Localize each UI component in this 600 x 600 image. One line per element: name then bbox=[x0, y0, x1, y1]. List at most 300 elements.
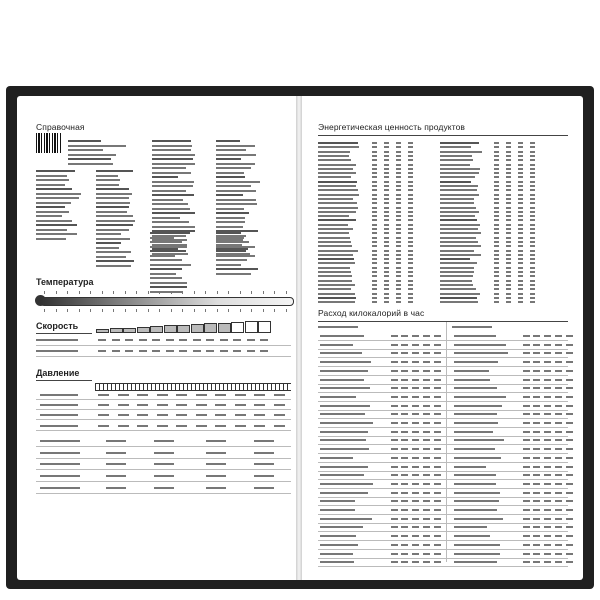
value-line bbox=[391, 561, 398, 563]
value-line bbox=[434, 492, 441, 494]
text-line bbox=[216, 208, 244, 210]
value-line bbox=[408, 181, 413, 183]
value-line bbox=[391, 553, 398, 555]
activity-line bbox=[320, 518, 372, 520]
speed-bar bbox=[96, 329, 109, 333]
row-divider bbox=[36, 469, 291, 470]
value-line bbox=[533, 492, 540, 494]
value-line bbox=[396, 297, 401, 299]
value-line bbox=[530, 224, 535, 226]
value-line bbox=[408, 151, 413, 153]
text-line bbox=[152, 181, 194, 183]
thermometer-tick bbox=[67, 309, 68, 312]
product-line bbox=[318, 280, 352, 282]
thermometer-tick bbox=[286, 309, 287, 312]
calories-title-rule bbox=[318, 321, 568, 322]
value-line bbox=[423, 553, 430, 555]
value-line bbox=[401, 483, 408, 485]
value-line bbox=[401, 431, 408, 433]
text-line bbox=[216, 199, 256, 201]
text-line bbox=[216, 264, 241, 266]
value-line bbox=[530, 288, 535, 290]
value-line bbox=[544, 466, 551, 468]
value-line bbox=[530, 146, 535, 148]
thermometer-tick bbox=[113, 291, 114, 294]
value-line bbox=[494, 271, 499, 273]
row-value-line bbox=[179, 339, 187, 341]
text-line bbox=[96, 238, 130, 240]
row-value-line bbox=[274, 425, 285, 427]
product-line bbox=[440, 194, 479, 196]
pressure-title: Давление bbox=[36, 368, 80, 378]
value-line bbox=[506, 211, 511, 213]
value-line bbox=[506, 280, 511, 282]
thermometer-tick bbox=[251, 309, 252, 312]
activity-line bbox=[454, 352, 508, 354]
value-line bbox=[434, 509, 441, 511]
value-line bbox=[396, 211, 401, 213]
value-line bbox=[506, 219, 511, 221]
row-divider bbox=[318, 357, 568, 358]
text-line bbox=[216, 140, 240, 142]
value-line bbox=[408, 219, 413, 221]
value-line bbox=[518, 159, 523, 161]
value-line bbox=[494, 194, 499, 196]
thermometer-tick bbox=[217, 291, 218, 294]
product-line bbox=[440, 211, 479, 213]
text-line bbox=[150, 246, 187, 248]
value-line bbox=[523, 370, 530, 372]
activity-line bbox=[320, 422, 373, 424]
text-line bbox=[68, 154, 116, 156]
value-line bbox=[401, 396, 408, 398]
row-divider bbox=[318, 375, 568, 376]
value-line bbox=[494, 275, 499, 277]
value-line bbox=[384, 224, 389, 226]
text-line bbox=[216, 163, 255, 165]
value-line bbox=[372, 198, 377, 200]
value-line bbox=[494, 280, 499, 282]
value-line bbox=[412, 370, 419, 372]
product-line bbox=[440, 224, 480, 226]
thermometer-tick bbox=[125, 309, 126, 312]
product-line bbox=[440, 215, 475, 217]
row-value-line bbox=[106, 452, 126, 454]
activity-line bbox=[454, 361, 498, 363]
value-line bbox=[391, 379, 398, 381]
product-line bbox=[440, 237, 476, 239]
row-divider bbox=[318, 531, 568, 532]
value-line bbox=[566, 544, 573, 546]
value-line bbox=[533, 553, 540, 555]
activity-line bbox=[454, 474, 496, 476]
value-line bbox=[506, 228, 511, 230]
value-line bbox=[401, 352, 408, 354]
thermometer-tick bbox=[79, 309, 80, 312]
row-value-line bbox=[176, 414, 187, 416]
row-value-line bbox=[154, 440, 174, 442]
activity-line bbox=[320, 474, 364, 476]
value-line bbox=[372, 219, 377, 221]
thermometer-tick bbox=[286, 291, 287, 294]
value-line bbox=[518, 275, 523, 277]
value-line bbox=[396, 142, 401, 144]
value-line bbox=[384, 284, 389, 286]
text-line bbox=[216, 172, 244, 174]
value-line bbox=[391, 439, 398, 441]
product-line bbox=[318, 146, 359, 148]
pressure-ruler bbox=[95, 383, 291, 391]
value-line bbox=[412, 344, 419, 346]
value-line bbox=[544, 352, 551, 354]
value-line bbox=[396, 202, 401, 204]
value-line bbox=[372, 207, 377, 209]
energy-title: Энергетическая ценность продуктов bbox=[318, 122, 466, 132]
product-line bbox=[440, 241, 478, 243]
value-line bbox=[384, 168, 389, 170]
value-line bbox=[396, 293, 401, 295]
text-line bbox=[216, 194, 243, 196]
value-line bbox=[530, 194, 535, 196]
value-line bbox=[412, 553, 419, 555]
product-line bbox=[440, 164, 470, 166]
value-line bbox=[372, 254, 377, 256]
row-divider bbox=[318, 392, 568, 393]
temperature-title: Температура bbox=[36, 277, 94, 287]
value-line bbox=[401, 561, 408, 563]
value-line bbox=[401, 387, 408, 389]
row-value-line bbox=[206, 339, 214, 341]
value-line bbox=[523, 535, 530, 537]
product-line bbox=[318, 262, 355, 264]
text-line bbox=[36, 238, 66, 240]
thermometer-tick bbox=[228, 309, 229, 312]
value-line bbox=[391, 448, 398, 450]
value-line bbox=[412, 457, 419, 459]
text-line bbox=[68, 149, 103, 151]
text-line bbox=[150, 259, 182, 261]
value-line bbox=[412, 387, 419, 389]
value-line bbox=[372, 241, 377, 243]
product-line bbox=[318, 224, 348, 226]
value-line bbox=[401, 344, 408, 346]
value-line bbox=[372, 271, 377, 273]
value-line bbox=[533, 335, 540, 337]
value-line bbox=[518, 267, 523, 269]
row-value-line bbox=[106, 475, 126, 477]
value-line bbox=[391, 352, 398, 354]
activity-line bbox=[320, 335, 364, 337]
row-label-line bbox=[36, 339, 78, 341]
value-line bbox=[391, 518, 398, 520]
value-line bbox=[372, 164, 377, 166]
value-line bbox=[372, 245, 377, 247]
value-line bbox=[408, 237, 413, 239]
text-line bbox=[152, 226, 195, 228]
value-line bbox=[494, 159, 499, 161]
value-line bbox=[518, 189, 523, 191]
text-line bbox=[96, 251, 131, 253]
row-value-line bbox=[166, 339, 174, 341]
activity-line bbox=[454, 483, 496, 485]
text-line bbox=[216, 241, 249, 243]
value-line bbox=[408, 271, 413, 273]
text-line bbox=[152, 158, 193, 160]
value-line bbox=[555, 553, 562, 555]
value-line bbox=[506, 194, 511, 196]
value-line bbox=[506, 164, 511, 166]
thermometer-tick bbox=[228, 291, 229, 294]
product-line bbox=[318, 267, 350, 269]
activity-line bbox=[320, 431, 368, 433]
value-line bbox=[494, 232, 499, 234]
text-line bbox=[152, 154, 195, 156]
product-line bbox=[318, 215, 349, 217]
text-line bbox=[150, 250, 186, 252]
value-line bbox=[384, 228, 389, 230]
value-line bbox=[555, 387, 562, 389]
value-line bbox=[408, 224, 413, 226]
value-line bbox=[530, 142, 535, 144]
text-line bbox=[96, 229, 129, 231]
product-line bbox=[318, 275, 352, 277]
column-divider bbox=[446, 322, 447, 562]
text-line bbox=[36, 188, 72, 190]
value-line bbox=[494, 284, 499, 286]
value-line bbox=[396, 301, 401, 303]
activity-line bbox=[320, 379, 364, 381]
value-line bbox=[494, 245, 499, 247]
speed-bar bbox=[177, 325, 190, 333]
value-line bbox=[423, 518, 430, 520]
speed-bar bbox=[258, 321, 271, 333]
value-line bbox=[396, 168, 401, 170]
row-divider bbox=[318, 366, 568, 367]
value-line bbox=[372, 181, 377, 183]
row-label-line bbox=[40, 463, 80, 465]
value-line bbox=[412, 439, 419, 441]
activity-line bbox=[454, 370, 489, 372]
value-line bbox=[544, 361, 551, 363]
text-line bbox=[36, 233, 77, 235]
row-value-line bbox=[206, 452, 226, 454]
value-line bbox=[391, 466, 398, 468]
product-line bbox=[440, 301, 478, 303]
value-line bbox=[408, 172, 413, 174]
value-line bbox=[401, 526, 408, 528]
value-line bbox=[396, 232, 401, 234]
text-line bbox=[36, 170, 75, 172]
product-line bbox=[318, 202, 357, 204]
product-line bbox=[440, 262, 477, 264]
value-line bbox=[401, 439, 408, 441]
row-value-line bbox=[235, 404, 246, 406]
value-line bbox=[533, 431, 540, 433]
text-line bbox=[36, 175, 67, 177]
text-line bbox=[216, 158, 241, 160]
value-line bbox=[401, 474, 408, 476]
value-line bbox=[384, 262, 389, 264]
value-line bbox=[555, 509, 562, 511]
value-line bbox=[412, 492, 419, 494]
value-line bbox=[396, 224, 401, 226]
row-value-line bbox=[152, 339, 160, 341]
value-line bbox=[408, 194, 413, 196]
value-line bbox=[533, 439, 540, 441]
value-line bbox=[412, 466, 419, 468]
text-line bbox=[216, 273, 251, 275]
value-line bbox=[384, 245, 389, 247]
row-label-line bbox=[40, 404, 78, 406]
row-value-line bbox=[125, 339, 133, 341]
value-line bbox=[506, 172, 511, 174]
row-value-line bbox=[233, 339, 241, 341]
product-line bbox=[440, 288, 476, 290]
product-line bbox=[318, 155, 349, 157]
value-line bbox=[408, 146, 413, 148]
value-line bbox=[530, 159, 535, 161]
value-line bbox=[518, 142, 523, 144]
value-line bbox=[408, 228, 413, 230]
product-line bbox=[318, 293, 355, 295]
value-line bbox=[523, 466, 530, 468]
value-line bbox=[384, 151, 389, 153]
value-line bbox=[396, 245, 401, 247]
row-value-line bbox=[193, 339, 201, 341]
value-line bbox=[384, 172, 389, 174]
value-line bbox=[412, 352, 419, 354]
value-line bbox=[408, 142, 413, 144]
value-line bbox=[494, 155, 499, 157]
value-line bbox=[506, 176, 511, 178]
product-line bbox=[318, 284, 355, 286]
row-divider bbox=[318, 558, 568, 559]
value-line bbox=[530, 232, 535, 234]
value-line bbox=[566, 509, 573, 511]
activity-line bbox=[320, 352, 362, 354]
value-line bbox=[566, 431, 573, 433]
row-value-line bbox=[98, 414, 109, 416]
thermometer-tick bbox=[205, 309, 206, 312]
product-line bbox=[440, 198, 474, 200]
row-value-line bbox=[196, 414, 207, 416]
value-line bbox=[408, 211, 413, 213]
value-line bbox=[434, 500, 441, 502]
text-line bbox=[96, 211, 127, 213]
value-line bbox=[372, 293, 377, 295]
value-line bbox=[423, 492, 430, 494]
value-line bbox=[518, 146, 523, 148]
product-line bbox=[318, 237, 350, 239]
value-line bbox=[506, 267, 511, 269]
value-line bbox=[434, 439, 441, 441]
value-line bbox=[396, 284, 401, 286]
thermometer-tick bbox=[148, 291, 149, 294]
product-line bbox=[318, 176, 351, 178]
row-value-line bbox=[176, 394, 187, 396]
value-line bbox=[506, 232, 511, 234]
value-line bbox=[530, 176, 535, 178]
value-line bbox=[384, 288, 389, 290]
text-line bbox=[36, 220, 72, 222]
value-line bbox=[408, 202, 413, 204]
product-line bbox=[440, 228, 478, 230]
value-line bbox=[372, 228, 377, 230]
speed-bar bbox=[204, 323, 217, 333]
text-line bbox=[68, 158, 111, 160]
text-line bbox=[216, 232, 241, 234]
value-line bbox=[544, 553, 551, 555]
value-line bbox=[555, 492, 562, 494]
value-line bbox=[408, 159, 413, 161]
text-line bbox=[152, 176, 178, 178]
product-line bbox=[318, 254, 353, 256]
value-line bbox=[412, 431, 419, 433]
value-line bbox=[423, 466, 430, 468]
product-line bbox=[318, 245, 352, 247]
value-line bbox=[555, 405, 562, 407]
row-divider bbox=[318, 488, 568, 489]
value-line bbox=[396, 250, 401, 252]
value-line bbox=[384, 215, 389, 217]
row-value-line bbox=[112, 339, 120, 341]
thermometer-tick bbox=[159, 309, 160, 312]
value-line bbox=[518, 155, 523, 157]
text-line bbox=[96, 206, 129, 208]
activity-line bbox=[320, 553, 353, 555]
value-line bbox=[396, 181, 401, 183]
value-line bbox=[530, 211, 535, 213]
value-line bbox=[396, 155, 401, 157]
thermometer-tick bbox=[182, 309, 183, 312]
value-line bbox=[396, 172, 401, 174]
product-line bbox=[440, 202, 474, 204]
value-line bbox=[523, 379, 530, 381]
product-line bbox=[440, 245, 481, 247]
value-line bbox=[391, 344, 398, 346]
row-value-line bbox=[98, 404, 109, 406]
thermometer-tick bbox=[136, 309, 137, 312]
row-value-line bbox=[112, 350, 120, 352]
row-divider bbox=[36, 399, 291, 400]
text-line bbox=[152, 190, 186, 192]
value-line bbox=[396, 258, 401, 260]
value-line bbox=[518, 288, 523, 290]
value-line bbox=[533, 526, 540, 528]
value-line bbox=[533, 361, 540, 363]
value-line bbox=[401, 492, 408, 494]
value-line bbox=[384, 293, 389, 295]
value-line bbox=[391, 431, 398, 433]
value-line bbox=[408, 297, 413, 299]
speed-title: Скорость bbox=[36, 321, 79, 331]
value-line bbox=[533, 457, 540, 459]
value-line bbox=[506, 142, 511, 144]
row-value-line bbox=[233, 350, 241, 352]
row-value-line bbox=[215, 394, 226, 396]
text-line bbox=[96, 188, 129, 190]
value-line bbox=[434, 544, 441, 546]
value-line bbox=[506, 297, 511, 299]
value-line bbox=[518, 250, 523, 252]
value-line bbox=[530, 207, 535, 209]
value-line bbox=[533, 474, 540, 476]
activity-line bbox=[320, 413, 365, 415]
value-line bbox=[494, 293, 499, 295]
row-value-line bbox=[98, 339, 106, 341]
value-line bbox=[566, 535, 573, 537]
text-line bbox=[36, 224, 77, 226]
